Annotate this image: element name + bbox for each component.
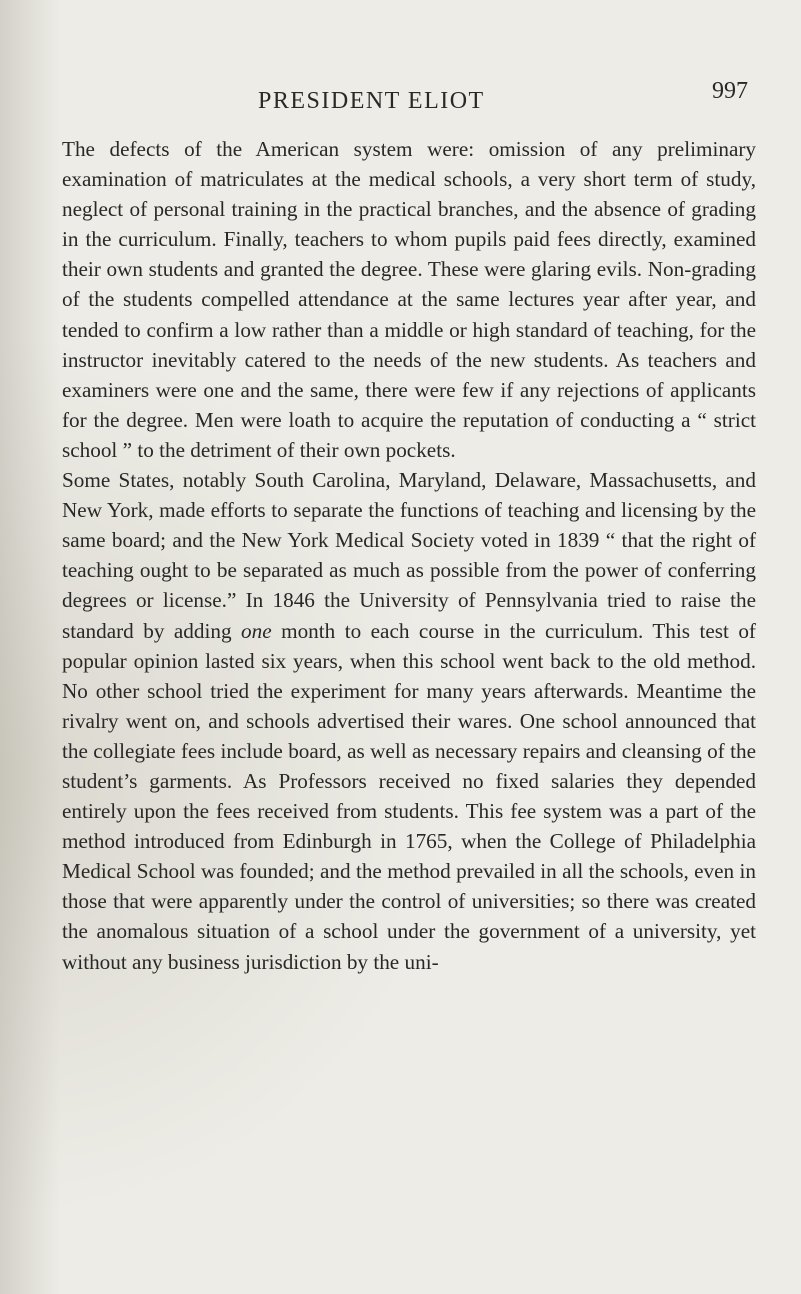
body-text — [62, 134, 756, 977]
page-number: 997 — [712, 78, 748, 104]
emphasis-text: one — [241, 618, 272, 643]
running-head — [0, 78, 801, 128]
paragraph-text: month to each course in the curriculum. This test of popular opinion lasted six years, when this school went back to the old method. No other school tried the experiment for many years afterwards. Meantime the rivalry went on, and schools advertised their wares. One school announced that the collegiate fees include board, as well as necessary repairs and cleansing of the student’s garments. As Professors received no fixed salaries they depended entirely upon the fees received from students. This fee system was a part of the method introduced from Edinburgh in 1765, when the College of Philadelphia Medical School was founded; and the method prevailed in all the schools, even in those that were apparently under the control of universities; so there was created the anomalous situation of a school under the government of a university, yet without any business jurisdiction by the uni- — [62, 618, 756, 974]
paragraph: The defects of the American system were: omission of any preliminary examination of matriculates at the medical schools, a very short term of study, neglect of personal training in the practical branches, and the absence of grading in the curriculum. Finally, teachers to whom pupils paid fees directly, examined their own students and granted the degree. These were glaring evils. Non-grading of the students compelled attendance at the same lectures year after year, and tended to confirm a low rather than a middle or high standard of teaching, for the instructor inevitably catered to the needs of the new students. As teachers and examiners were one and the same, there were few if any rejections of applicants for the degree. Men were loath to acquire the reputation of conducting a “ strict school ” to the detriment of their own pockets. — [62, 137, 756, 462]
paragraph-text: Some States, notably South Carolina, Maryland, Delaware, Massachusetts, and New York, made efforts to separate the functions of teaching and licensing by the same board; and the New York Medical Society voted in 1839 “ that the right of teaching ought to be separated as much as possible from the power of conferring degrees or license.” In 1846 the University of Pennsylvania tried to raise the standard by adding — [62, 468, 756, 643]
running-head-title: PRESIDENT ELIOT — [258, 88, 485, 114]
paragraph — [62, 465, 756, 977]
